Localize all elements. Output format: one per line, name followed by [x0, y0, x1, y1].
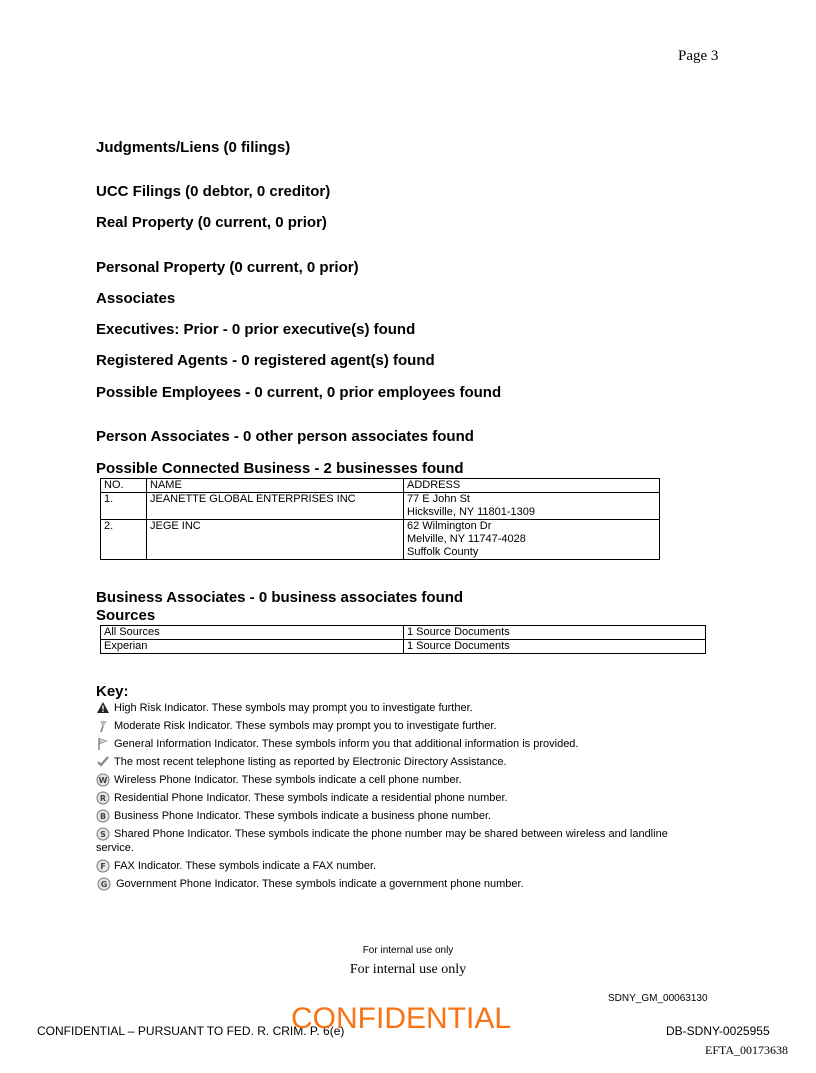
person-associates-heading: Person Associates - 0 other person associates found — [96, 428, 474, 445]
real-property-heading: Real Property (0 current, 0 prior) — [96, 214, 327, 231]
svg-text:G: G — [100, 880, 108, 889]
row-name: JEANETTE GLOBAL ENTERPRISES INC — [147, 493, 404, 520]
table-row — [101, 520, 660, 560]
key-title: Key: — [96, 683, 129, 700]
key-text: Wireless Phone Indicator. These symbols indicate a cell phone number. — [114, 774, 462, 786]
source-count: 1 Source Documents — [404, 626, 706, 640]
svg-text:B: B — [99, 812, 107, 821]
business-associates-heading: Business Associates - 0 business associates found — [96, 589, 464, 606]
key-item-business — [96, 809, 736, 823]
government-phone-icon — [96, 877, 112, 891]
header-no: NO. — [101, 479, 147, 493]
key-text: High Risk Indicator. These symbols may prompt you to investigate further. — [114, 702, 473, 714]
key-item-fax — [96, 859, 736, 873]
key-item-residential — [96, 791, 736, 805]
shared-phone-icon — [96, 827, 110, 841]
key-item-government — [96, 877, 736, 891]
executives-heading: Executives: Prior - 0 prior executive(s) found — [96, 321, 416, 338]
sources-heading: Sources — [96, 607, 156, 624]
key-item-wireless — [96, 773, 736, 787]
table-row — [101, 493, 660, 520]
key-text: Government Phone Indicator. These symbols indicate a government phone number. — [116, 878, 524, 890]
page-number: Page 3 — [678, 48, 719, 64]
key-item-general-info — [96, 737, 736, 751]
checkmark-icon — [96, 755, 110, 767]
source-name: Experian — [101, 640, 404, 654]
table-row — [101, 626, 706, 640]
key-text-continued: service. — [96, 842, 134, 854]
key-item-recent-listing — [96, 755, 736, 769]
row-no: 1. — [101, 493, 147, 520]
key-text: Moderate Risk Indicator. These symbols may prompt you to investigate further. — [114, 720, 497, 732]
svg-text:R: R — [99, 794, 107, 803]
svg-text:S: S — [100, 830, 106, 839]
key-text: Shared Phone Indicator. These symbols indicate the phone number may be shared between wireless and landline — [114, 828, 668, 840]
business-phone-icon — [96, 809, 110, 823]
header-address: ADDRESS — [404, 479, 660, 493]
table-header-row — [101, 479, 660, 493]
key-text: Business Phone Indicator. These symbols indicate a business phone number. — [114, 810, 492, 822]
address-line: 77 E John St — [407, 493, 470, 505]
internal-use-large: For internal use only — [349, 962, 467, 977]
bates-sdny-gm: SDNY_GM_00063130 — [608, 993, 708, 1004]
address-line: Melville, NY 11747-4028 — [407, 533, 526, 545]
key-text: The most recent telephone listing as reported by Electronic Directory Assistance. — [114, 756, 507, 768]
row-name: JEGE INC — [147, 520, 404, 560]
registered-agents-heading: Registered Agents - 0 registered agent(s) found — [96, 352, 435, 369]
bates-db-sdny: DB-SDNY-0025955 — [666, 1024, 770, 1038]
address-line: Suffolk County — [407, 546, 479, 558]
internal-use-small: For internal use only — [362, 945, 454, 956]
connected-business-heading: Possible Connected Business - 2 businesses found — [96, 460, 464, 477]
connected-business-table — [100, 478, 660, 560]
key-list — [96, 701, 736, 895]
efta-number: EFTA_00173638 — [705, 1043, 789, 1057]
row-no: 2. — [101, 520, 147, 560]
residential-phone-icon — [96, 791, 110, 805]
address-line: Hicksville, NY 11801-1309 — [407, 506, 535, 518]
address-line: 62 Wilmington Dr — [407, 520, 492, 532]
row-address — [404, 520, 660, 560]
key-item-shared — [96, 827, 736, 855]
sources-table — [100, 625, 706, 654]
ucc-heading: UCC Filings (0 debtor, 0 creditor) — [96, 183, 331, 200]
svg-text:F: F — [100, 862, 106, 871]
table-row — [101, 640, 706, 654]
key-item-high-risk — [96, 701, 736, 715]
flag-icon — [96, 737, 110, 751]
key-text: Residential Phone Indicator. These symbols indicate a residential phone number. — [114, 792, 508, 804]
judgments-heading: Judgments/Liens (0 filings) — [96, 139, 291, 156]
personal-property-heading: Personal Property (0 current, 0 prior) — [96, 259, 359, 276]
source-name: All Sources — [101, 626, 404, 640]
key-text: General Information Indicator. These symbols inform you that additional information is provided. — [114, 738, 579, 750]
key-item-moderate-risk — [96, 719, 736, 733]
confidential-stamp: CONFIDENTIAL — [291, 1002, 512, 1035]
confidential-notice: CONFIDENTIAL – PURSUANT TO FED. R. CRIM. P. 6(e) — [37, 1024, 345, 1038]
source-count: 1 Source Documents — [404, 640, 706, 654]
moderate-risk-icon — [96, 719, 110, 733]
key-text: FAX Indicator. These symbols indicate a FAX number. — [114, 860, 377, 872]
header-name: NAME — [147, 479, 404, 493]
possible-employees-heading: Possible Employees - 0 current, 0 prior employees found — [96, 384, 502, 401]
associates-heading: Associates — [96, 290, 176, 307]
row-address — [404, 493, 660, 520]
svg-text:W: W — [98, 776, 108, 785]
fax-icon — [96, 859, 110, 873]
high-risk-icon — [96, 701, 110, 714]
wireless-phone-icon — [96, 773, 110, 787]
